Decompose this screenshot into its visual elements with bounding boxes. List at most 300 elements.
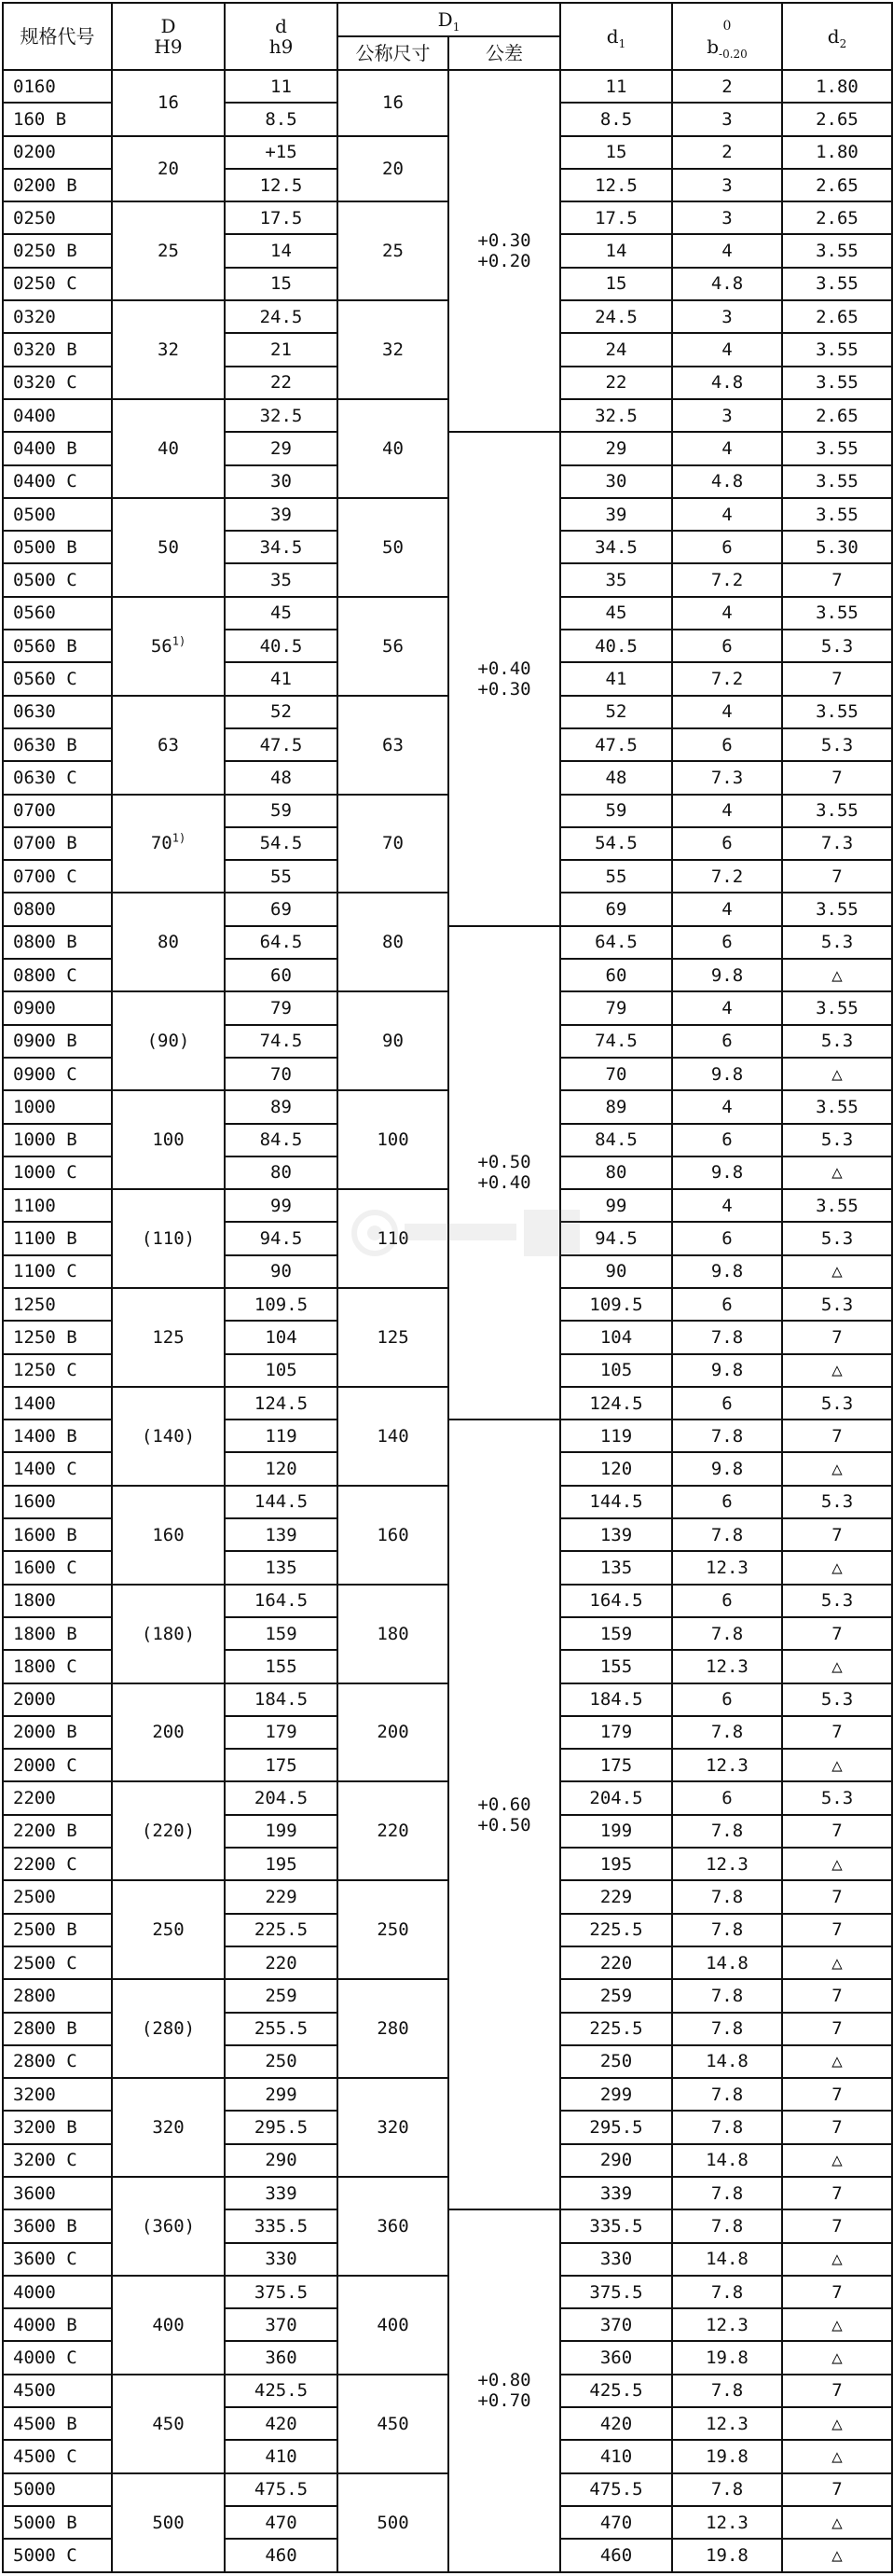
cell-d2: 5.3 — [782, 1025, 892, 1058]
cell-d1: 94.5 — [560, 1222, 672, 1254]
cell-b: 4 — [672, 1189, 782, 1222]
cell-d2: 2.65 — [782, 103, 892, 135]
cell-d2: 7 — [782, 2209, 892, 2242]
header-code: 规格代号 — [3, 3, 112, 70]
cell-d1: 425.5 — [560, 2375, 672, 2407]
cell-spec-code: 4000 B — [3, 2308, 112, 2341]
cell-d2: 7 — [782, 1914, 892, 1946]
cell-spec-code: 0400 B — [3, 432, 112, 464]
cell-D-value: 16 — [158, 92, 179, 114]
cell-d2: 3.55 — [782, 498, 892, 531]
cell-b: 6 — [672, 1683, 782, 1716]
cell-d-h9: 48 — [225, 761, 337, 794]
cell-spec-code: 5000 — [3, 2473, 112, 2506]
cell-b: 4 — [672, 1090, 782, 1123]
cell-d1: 195 — [560, 1848, 672, 1880]
cell-d1: 90 — [560, 1255, 672, 1288]
cell-d-h9: 17.5 — [225, 201, 337, 234]
cell-d-h9: 12.5 — [225, 169, 337, 201]
cell-d-h9: +15 — [225, 136, 337, 169]
cell-b: 7.8 — [672, 2013, 782, 2045]
cell-D-value: 125 — [152, 1326, 185, 1348]
cell-d1: 55 — [560, 860, 672, 893]
tolerance-lower: +0.50 — [477, 1814, 531, 1835]
cell-d-h9: 15 — [225, 268, 337, 300]
cell-d-h9: 34.5 — [225, 531, 337, 563]
cell-d2: 7 — [782, 2177, 892, 2209]
cell-b: 6 — [672, 630, 782, 662]
cell-d1: 159 — [560, 1617, 672, 1650]
footnote-marker: 1) — [172, 832, 186, 846]
tolerance-lower: +0.20 — [477, 251, 531, 272]
cell-d1: 470 — [560, 2506, 672, 2539]
tolerance-upper: +0.80 — [477, 2370, 531, 2391]
cell-D-h9 — [112, 1585, 225, 1683]
cell-d1: 370 — [560, 2308, 672, 2341]
cell-d2: 5.3 — [782, 1222, 892, 1254]
table-row — [3, 70, 892, 103]
cell-D-h9 — [112, 2375, 225, 2473]
cell-b: 4 — [672, 696, 782, 728]
cell-spec-code: 0500 B — [3, 531, 112, 563]
cell-spec-code: 0800 C — [3, 959, 112, 991]
cell-spec-code: 1400 — [3, 1387, 112, 1420]
tolerance-upper: +0.40 — [477, 658, 531, 679]
cell-b: 6 — [672, 1486, 782, 1518]
header-D1: $D_1$ — [337, 3, 560, 36]
cell-D-h9 — [112, 2276, 225, 2375]
cell-D1-nominal: 250 — [337, 1880, 448, 1979]
cell-b: 7.8 — [672, 1880, 782, 1913]
cell-spec-code: 2800 B — [3, 2013, 112, 2045]
cell-spec-code: 2800 — [3, 1979, 112, 2012]
cell-d-h9: 290 — [225, 2144, 337, 2177]
cell-d2: 7 — [782, 2078, 892, 2111]
cell-d2: 3.55 — [782, 795, 892, 827]
cell-spec-code: 2500 — [3, 1880, 112, 1913]
cell-b: 12.3 — [672, 1650, 782, 1683]
cell-D-value: 56 — [150, 635, 172, 657]
cell-D-h9 — [112, 201, 225, 300]
cell-D-value: 160 — [152, 1524, 185, 1545]
cell-d1: 12.5 — [560, 169, 672, 201]
cell-spec-code: 4500 B — [3, 2407, 112, 2440]
table-row — [3, 1090, 892, 1123]
cell-D-value: 450 — [152, 2413, 185, 2434]
cell-d1: 35 — [560, 563, 672, 596]
table-row — [3, 136, 892, 169]
cell-D-h9 — [112, 893, 225, 991]
cell-b: 19.8 — [672, 2539, 782, 2571]
cell-D-h9 — [112, 498, 225, 597]
cell-spec-code: 2000 — [3, 1683, 112, 1716]
cell-d-h9: 30 — [225, 465, 337, 498]
cell-d1: 109.5 — [560, 1288, 672, 1321]
cell-b: 9.8 — [672, 1255, 782, 1288]
cell-d-h9: 470 — [225, 2506, 337, 2539]
cell-d-h9: 410 — [225, 2440, 337, 2472]
cell-D-value: (180) — [141, 1623, 196, 1644]
cell-d1: 104 — [560, 1321, 672, 1353]
cell-D1-nominal: 25 — [337, 201, 448, 300]
cell-spec-code: 0560 — [3, 597, 112, 630]
cell-b: 7.8 — [672, 2473, 782, 2506]
cell-d-h9: 339 — [225, 2177, 337, 2209]
cell-d-h9: 8.5 — [225, 103, 337, 135]
cell-b: 4 — [672, 333, 782, 366]
cell-spec-code: 4500 C — [3, 2440, 112, 2472]
header-D1-nominal: 公称尺寸 — [337, 36, 448, 70]
table-row — [3, 2078, 892, 2111]
cell-d2: 3.55 — [782, 696, 892, 728]
cell-spec-code: 1600 C — [3, 1551, 112, 1584]
cell-d1: 17.5 — [560, 201, 672, 234]
cell-D-value: 50 — [158, 536, 179, 558]
cell-d1: 295.5 — [560, 2111, 672, 2143]
cell-spec-code: 1100 B — [3, 1222, 112, 1254]
cell-D1-nominal: 200 — [337, 1683, 448, 1782]
cell-b: 4.8 — [672, 268, 782, 300]
cell-d2: 3.55 — [782, 333, 892, 366]
cell-d1: 105 — [560, 1354, 672, 1387]
cell-d-h9: 29 — [225, 432, 337, 464]
cell-d2: △ — [782, 2539, 892, 2571]
cell-b: 6 — [672, 728, 782, 761]
cell-D-value: 25 — [158, 241, 179, 262]
cell-d1: 139 — [560, 1518, 672, 1551]
cell-spec-code: 2200 B — [3, 1815, 112, 1848]
cell-d-h9: 89 — [225, 1090, 337, 1123]
cell-b: 4 — [672, 893, 782, 925]
cell-spec-code: 0500 C — [3, 563, 112, 596]
cell-D1-nominal: 280 — [337, 1979, 448, 2078]
cell-d1: 144.5 — [560, 1486, 672, 1518]
cell-b: 7.8 — [672, 1716, 782, 1749]
cell-d1: 80 — [560, 1156, 672, 1189]
cell-d2: 1.80 — [782, 70, 892, 103]
cell-d1: 41 — [560, 662, 672, 695]
cell-b: 7.8 — [672, 2276, 782, 2308]
cell-d1: 14 — [560, 234, 672, 267]
cell-d-h9: 135 — [225, 1551, 337, 1584]
cell-spec-code: 0400 C — [3, 465, 112, 498]
cell-b: 9.8 — [672, 1354, 782, 1387]
cell-b: 14.8 — [672, 2144, 782, 2177]
cell-d2: 5.3 — [782, 1124, 892, 1156]
cell-D-value: (360) — [141, 2215, 196, 2237]
cell-d2: △ — [782, 2243, 892, 2276]
cell-d1: 39 — [560, 498, 672, 531]
cell-spec-code: 3600 — [3, 2177, 112, 2209]
cell-spec-code: 0800 B — [3, 926, 112, 959]
cell-D-value: (90) — [146, 1031, 190, 1052]
cell-spec-code: 2800 C — [3, 2045, 112, 2078]
cell-b: 7.2 — [672, 860, 782, 893]
cell-d2: △ — [782, 2045, 892, 2078]
cell-d2: 7 — [782, 2375, 892, 2407]
cell-d-h9: 21 — [225, 333, 337, 366]
cell-D-value: 32 — [158, 339, 179, 361]
cell-D-value: 500 — [152, 2512, 185, 2533]
table-row — [3, 1288, 892, 1321]
table-row — [3, 1585, 892, 1617]
cell-b: 2 — [672, 70, 782, 103]
cell-D-value: 400 — [152, 2314, 185, 2335]
cell-d-h9: 250 — [225, 2045, 337, 2078]
cell-D-h9 — [112, 1486, 225, 1585]
cell-b: 4 — [672, 795, 782, 827]
cell-d-h9: 60 — [225, 959, 337, 991]
cell-d-h9: 90 — [225, 1255, 337, 1288]
cell-D1-nominal: 63 — [337, 696, 448, 795]
spec-table-container — [2, 2, 891, 2574]
cell-b: 19.8 — [672, 2440, 782, 2472]
table-row — [3, 1387, 892, 1420]
cell-d-h9: 255.5 — [225, 2013, 337, 2045]
cell-d2: 3.55 — [782, 367, 892, 399]
cell-spec-code: 2200 — [3, 1781, 112, 1814]
cell-b: 9.8 — [672, 1058, 782, 1090]
cell-d1: 15 — [560, 136, 672, 169]
cell-spec-code: 0400 — [3, 399, 112, 432]
cell-spec-code: 0200 — [3, 136, 112, 169]
cell-spec-code: 0250 — [3, 201, 112, 234]
cell-d-h9: 59 — [225, 795, 337, 827]
cell-d1: 290 — [560, 2144, 672, 2177]
cell-D-h9 — [112, 597, 225, 696]
cell-D-h9 — [112, 2078, 225, 2177]
table-row — [3, 696, 892, 728]
cell-b: 6 — [672, 1124, 782, 1156]
cell-D-h9 — [112, 1979, 225, 2078]
cell-d-h9: 259 — [225, 1979, 337, 2012]
cell-spec-code: 0630 — [3, 696, 112, 728]
cell-d2: 7 — [782, 1716, 892, 1749]
cell-d1: 250 — [560, 2045, 672, 2078]
cell-d2: △ — [782, 2341, 892, 2374]
cell-d1: 135 — [560, 1551, 672, 1584]
cell-D1-nominal: 450 — [337, 2375, 448, 2473]
cell-spec-code: 0560 C — [3, 662, 112, 695]
cell-spec-code: 0800 — [3, 893, 112, 925]
cell-d1: 48 — [560, 761, 672, 794]
cell-d2: 7 — [782, 563, 892, 596]
cell-D1-nominal: 50 — [337, 498, 448, 597]
cell-spec-code: 1000 B — [3, 1124, 112, 1156]
cell-d1: 420 — [560, 2407, 672, 2440]
cell-d2: △ — [782, 2440, 892, 2472]
cell-d-h9: 74.5 — [225, 1025, 337, 1058]
cell-D-h9 — [112, 1387, 225, 1486]
cell-d2: △ — [782, 1058, 892, 1090]
cell-d1: 32.5 — [560, 399, 672, 432]
cell-d1: 120 — [560, 1452, 672, 1485]
cell-D-value: 70 — [150, 833, 172, 854]
cell-d2: △ — [782, 1354, 892, 1387]
cell-b: 12.3 — [672, 1749, 782, 1781]
cell-b: 7.2 — [672, 563, 782, 596]
cell-d2: 7 — [782, 1617, 892, 1650]
table-row — [3, 1781, 892, 1814]
cell-d-h9: 109.5 — [225, 1288, 337, 1321]
cell-D1-nominal: 70 — [337, 795, 448, 893]
cell-spec-code: 0630 C — [3, 761, 112, 794]
cell-d1: 460 — [560, 2539, 672, 2571]
cell-d2: △ — [782, 1749, 892, 1781]
cell-d2: 7 — [782, 662, 892, 695]
cell-d1: 84.5 — [560, 1124, 672, 1156]
cell-d-h9: 70 — [225, 1058, 337, 1090]
cell-D1-tolerance — [448, 926, 560, 1420]
cell-d2: 5.3 — [782, 1585, 892, 1617]
cell-D-value: (110) — [141, 1228, 196, 1250]
cell-b: 7.8 — [672, 2111, 782, 2143]
cell-D-h9 — [112, 991, 225, 1090]
header-D: D H9 — [112, 3, 225, 70]
cell-d2: 1.80 — [782, 136, 892, 169]
table-row — [3, 2375, 892, 2407]
cell-d2: 7 — [782, 1321, 892, 1353]
cell-d2: 7 — [782, 1518, 892, 1551]
cell-d-h9: 204.5 — [225, 1781, 337, 1814]
cell-D-value: 20 — [158, 158, 179, 179]
cell-d2: 5.3 — [782, 1288, 892, 1321]
cell-d2: △ — [782, 2308, 892, 2341]
tolerance-lower: +0.70 — [477, 2390, 531, 2412]
cell-spec-code: 2500 C — [3, 1946, 112, 1979]
cell-b: 3 — [672, 300, 782, 333]
cell-d1: 225.5 — [560, 1914, 672, 1946]
cell-d1: 29 — [560, 432, 672, 464]
cell-D1-nominal: 110 — [337, 1189, 448, 1288]
cell-D-h9 — [112, 696, 225, 795]
cell-D-value: (140) — [141, 1425, 196, 1447]
cell-d-h9: 220 — [225, 1946, 337, 1979]
cell-d2: 3.55 — [782, 991, 892, 1024]
cell-b: 12.3 — [672, 1848, 782, 1880]
cell-b: 2 — [672, 136, 782, 169]
cell-d2: 5.3 — [782, 630, 892, 662]
cell-b: 12.3 — [672, 2308, 782, 2341]
cell-d1: 475.5 — [560, 2473, 672, 2506]
table-row — [3, 399, 892, 432]
cell-b: 4 — [672, 498, 782, 531]
cell-D1-nominal: 100 — [337, 1090, 448, 1189]
cell-d2: 3.55 — [782, 1189, 892, 1222]
cell-D1-nominal: 140 — [337, 1387, 448, 1486]
cell-d2: 5.30 — [782, 531, 892, 563]
table-row — [3, 300, 892, 333]
cell-b: 7.8 — [672, 2177, 782, 2209]
cell-d-h9: 22 — [225, 367, 337, 399]
cell-d-h9: 35 — [225, 563, 337, 596]
cell-d1: 299 — [560, 2078, 672, 2111]
cell-spec-code: 0320 B — [3, 333, 112, 366]
cell-spec-code: 0700 — [3, 795, 112, 827]
cell-spec-code: 1400 C — [3, 1452, 112, 1485]
tolerance-lower: +0.40 — [477, 1172, 531, 1194]
cell-d-h9: 79 — [225, 991, 337, 1024]
cell-spec-code: 0900 B — [3, 1025, 112, 1058]
cell-D-h9 — [112, 1880, 225, 1979]
table-row — [3, 2276, 892, 2308]
cell-d2: 3.55 — [782, 268, 892, 300]
cell-spec-code: 2000 B — [3, 1716, 112, 1749]
cell-d1: 179 — [560, 1716, 672, 1749]
cell-spec-code: 1250 — [3, 1288, 112, 1321]
cell-b: 12.3 — [672, 1551, 782, 1584]
cell-D1-nominal: 20 — [337, 136, 448, 202]
cell-D-h9 — [112, 70, 225, 136]
cell-d1: 60 — [560, 959, 672, 991]
cell-d1: 184.5 — [560, 1683, 672, 1716]
cell-spec-code: 3200 B — [3, 2111, 112, 2143]
cell-d1: 119 — [560, 1420, 672, 1452]
cell-spec-code: 1250 B — [3, 1321, 112, 1353]
cell-d-h9: 460 — [225, 2539, 337, 2571]
cell-D-h9 — [112, 1090, 225, 1189]
cell-d2: 3.55 — [782, 432, 892, 464]
cell-spec-code: 5000 C — [3, 2539, 112, 2571]
cell-d2: 2.65 — [782, 300, 892, 333]
cell-spec-code: 0700 B — [3, 827, 112, 860]
spec-table — [2, 2, 893, 2573]
cell-b: 7.8 — [672, 1979, 782, 2012]
cell-b: 4.8 — [672, 367, 782, 399]
cell-D1-nominal: 16 — [337, 70, 448, 136]
cell-d2: 5.3 — [782, 1387, 892, 1420]
cell-b: 7.8 — [672, 1518, 782, 1551]
cell-d2: △ — [782, 1848, 892, 1880]
cell-D-h9 — [112, 795, 225, 893]
cell-d1: 24 — [560, 333, 672, 366]
cell-b: 7.8 — [672, 1321, 782, 1353]
cell-d1: 59 — [560, 795, 672, 827]
cell-spec-code: 0320 — [3, 300, 112, 333]
cell-d1: 15 — [560, 268, 672, 300]
cell-d-h9: 94.5 — [225, 1222, 337, 1254]
cell-d-h9: 144.5 — [225, 1486, 337, 1518]
cell-b: 3 — [672, 399, 782, 432]
cell-spec-code: 3600 C — [3, 2243, 112, 2276]
cell-d1: 375.5 — [560, 2276, 672, 2308]
cell-b: 6 — [672, 926, 782, 959]
cell-spec-code: 4000 — [3, 2276, 112, 2308]
cell-D1-nominal: 400 — [337, 2276, 448, 2375]
cell-d1: 24.5 — [560, 300, 672, 333]
cell-D1-nominal: 125 — [337, 1288, 448, 1387]
cell-d-h9: 47.5 — [225, 728, 337, 761]
cell-D1-nominal: 320 — [337, 2078, 448, 2177]
cell-b: 7.8 — [672, 1914, 782, 1946]
cell-d1: 360 — [560, 2341, 672, 2374]
cell-d-h9: 195 — [225, 1848, 337, 1880]
cell-d-h9: 24.5 — [225, 300, 337, 333]
cell-spec-code: 0630 B — [3, 728, 112, 761]
cell-d2: 7 — [782, 860, 892, 893]
cell-spec-code: 4000 C — [3, 2341, 112, 2374]
cell-b: 6 — [672, 1387, 782, 1420]
cell-d-h9: 199 — [225, 1815, 337, 1848]
cell-spec-code: 4500 — [3, 2375, 112, 2407]
cell-d2: 2.65 — [782, 169, 892, 201]
cell-spec-code: 160 B — [3, 103, 112, 135]
cell-d-h9: 11 — [225, 70, 337, 103]
cell-D-h9 — [112, 300, 225, 399]
cell-D1-nominal: 80 — [337, 893, 448, 991]
cell-d-h9: 475.5 — [225, 2473, 337, 2506]
cell-d1: 155 — [560, 1650, 672, 1683]
